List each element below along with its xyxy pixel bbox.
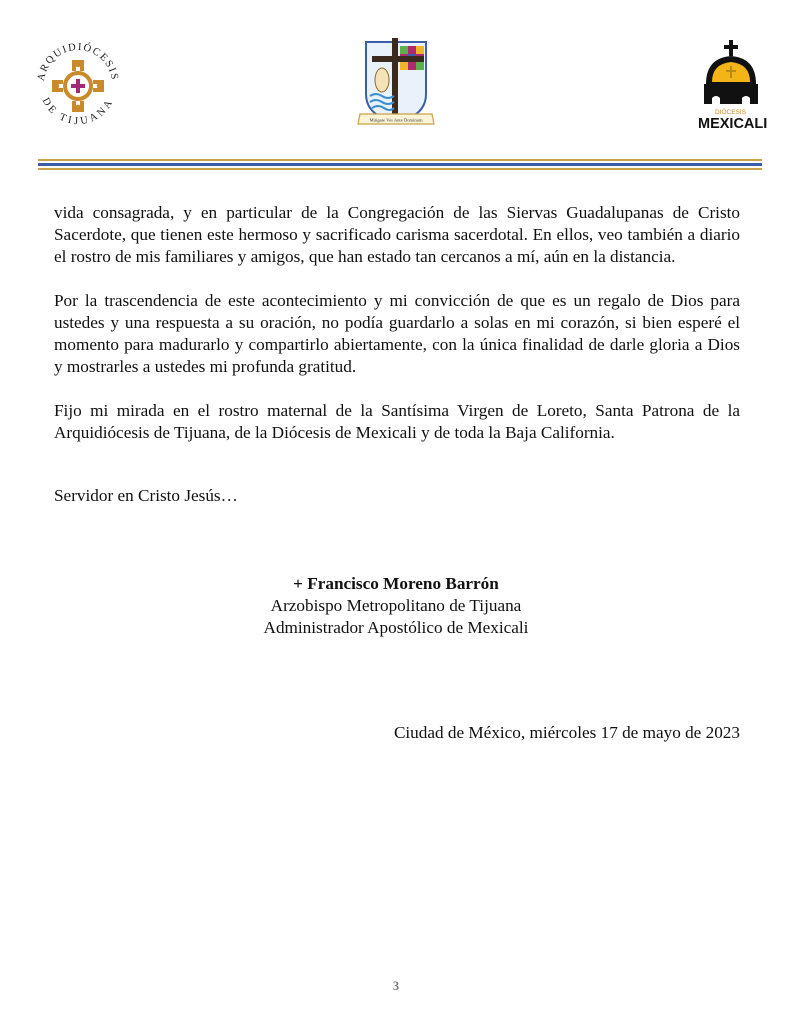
header-rule-gold-bottom — [38, 168, 762, 170]
signatory-name: + Francisco Moreno Barrón — [293, 574, 499, 593]
signature-block — [0, 573, 792, 639]
signatory-title-1: Arzobispo Metropolitano de Tijuana — [270, 596, 522, 615]
body-paragraph-1: vida consagrada, y en particular de la Congregación de las Siervas Guadalupanas de Cristo Sacerdote, que tienen este hermoso y sacrificado carisma sacerdotal. En ellos, veo también a diario el rostro de mis familiares y amigos, que han estado tan cercanos a mí, aún en la distancia. — [54, 203, 740, 266]
mexicali-big-text: MEXICALI — [698, 116, 768, 132]
signatory-title-2: Administrador Apostólico de Mexicali — [263, 618, 529, 637]
body-paragraph-2: Por la trascendencia de este acontecimiento y mi convicción de que es un regalo de Dios para ustedes y una respuesta a su oración, no podía guardarlo a solas en mi corazón, si bien esperé el momento para madurarlo y compartirlo abiertamente, con la única finalidad de darle gloria a Dios y mostrarles a ustedes mi profunda gratitud. — [54, 291, 740, 376]
header-rule-gold-top — [38, 159, 762, 161]
arquidiocesis-tijuana-logo — [30, 36, 126, 132]
svg-text:DE TIJUANA: DE TIJUANA — [39, 96, 117, 128]
diocesis-mexicali-logo — [694, 38, 770, 134]
body-paragraph-3: Fijo mi mirada en el rostro maternal de la Santísima Virgen de Loreto, Santa Patrona de la Arquidiócesis de Tijuana, de la Diócesis de Mexicali y de toda la Baja California. — [54, 401, 740, 442]
date-line: Ciudad de México, miércoles 17 de mayo de 2023 — [393, 723, 740, 742]
coat-of-arms-logo — [352, 34, 440, 130]
closing-salutation: Servidor en Cristo Jesús… — [54, 486, 238, 505]
arquidiocesis-tijuana-seal-icon — [30, 36, 126, 132]
coat-of-arms-motto: Mitigate Vos Ante Dominum — [369, 117, 423, 123]
page-number: 3 — [392, 979, 400, 993]
coat-of-arms-icon — [352, 34, 440, 130]
svg-text:ARQUIDIÓCESIS: ARQUIDIÓCESIS — [35, 41, 120, 82]
diocesis-small-text: DIÓCESIS — [715, 109, 747, 116]
cathedral-dome-icon — [694, 38, 770, 134]
header-rule-blue — [38, 163, 762, 166]
